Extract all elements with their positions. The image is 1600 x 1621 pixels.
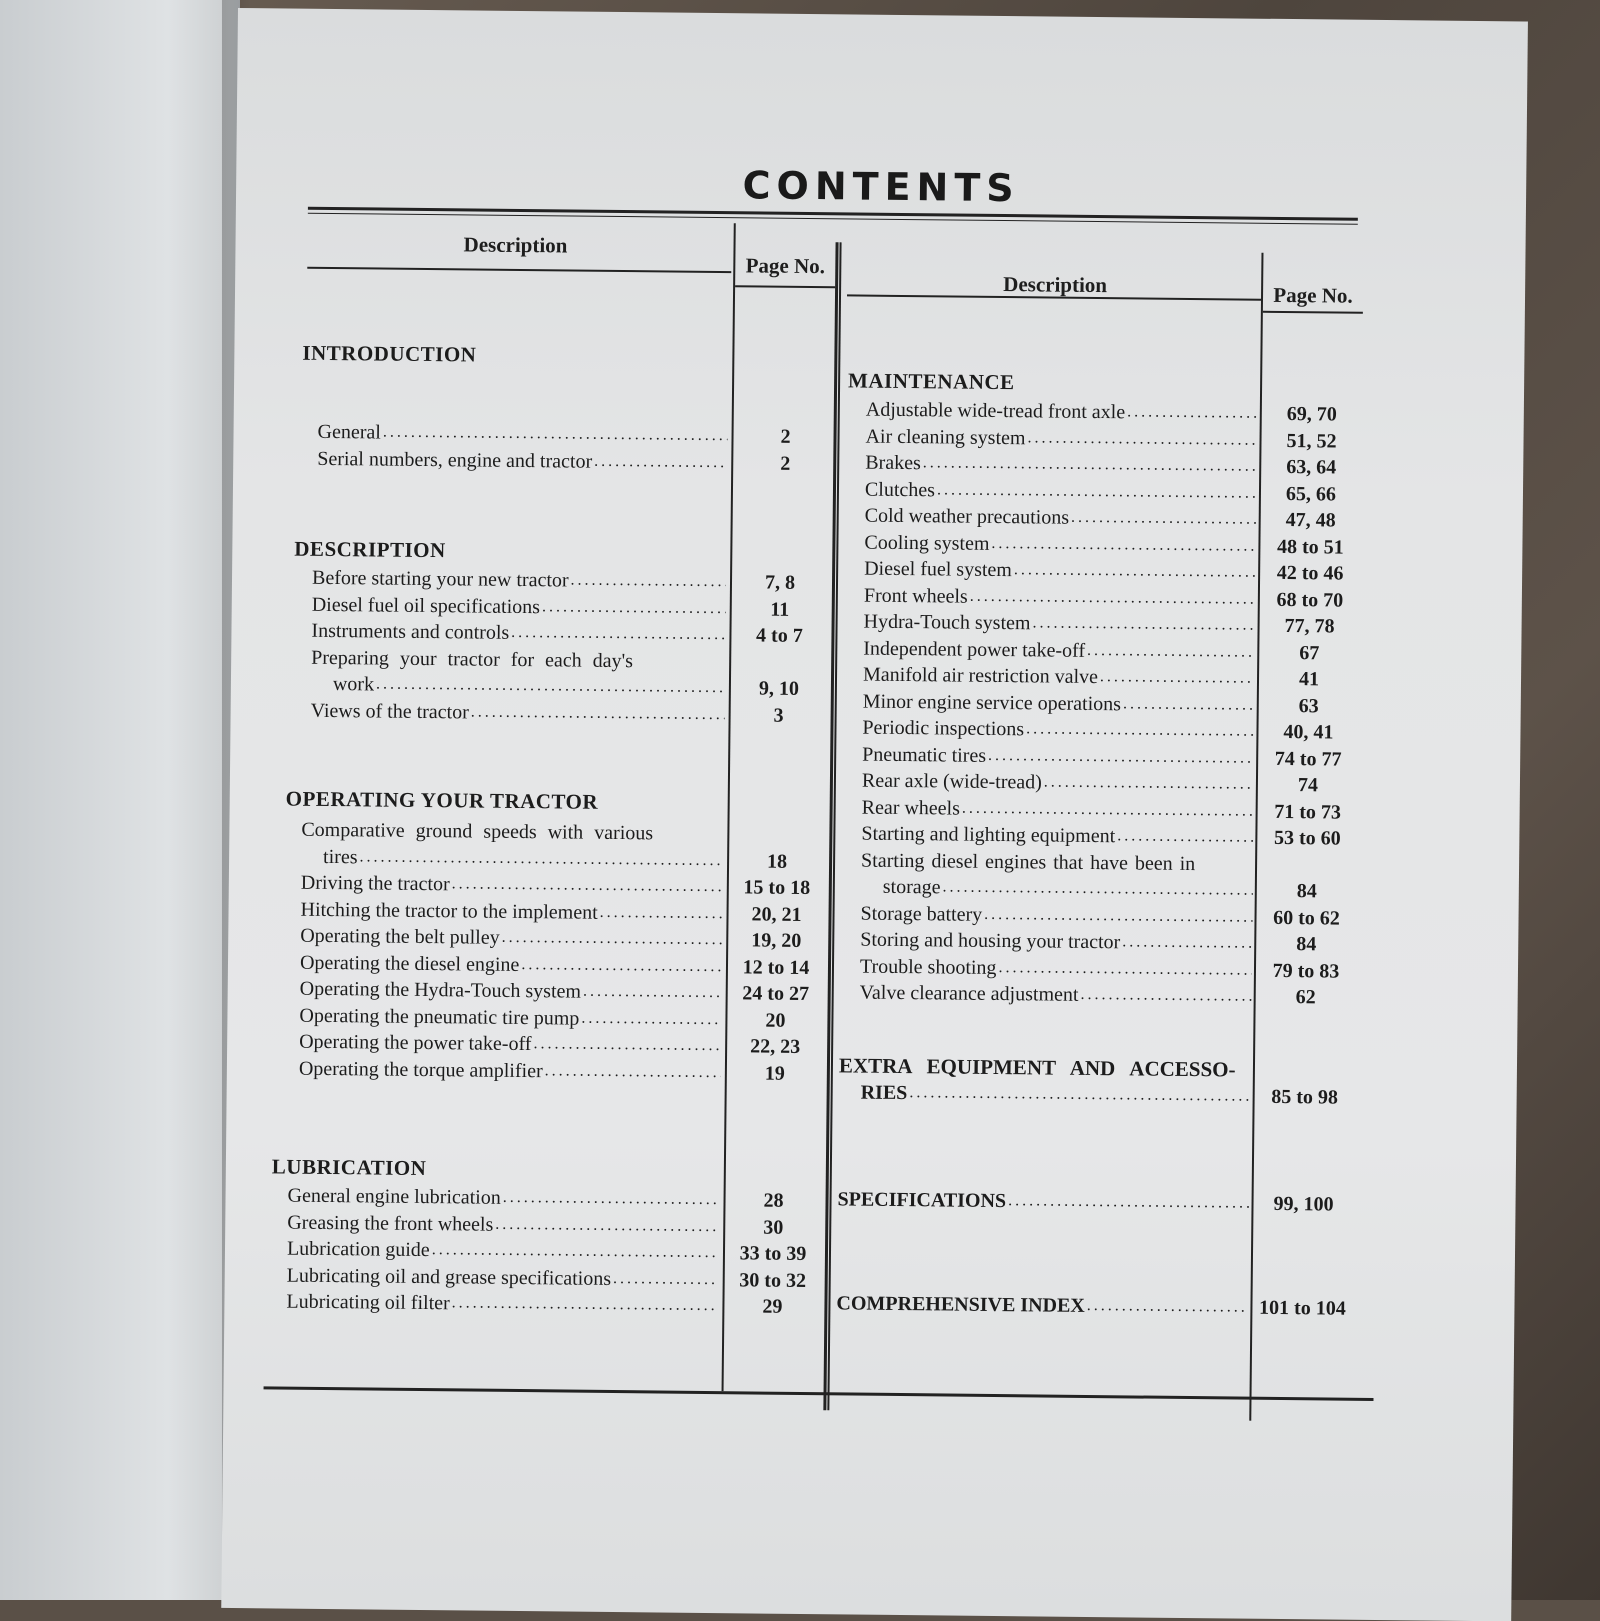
toc-entry-label: COMPREHENSIVE INDEX xyxy=(836,1292,1085,1317)
toc-entry-page: 2 xyxy=(780,425,791,448)
toc-entry-page: 101 to 104 xyxy=(1258,1296,1346,1320)
toc-entry-label: Hydra-Touch system xyxy=(863,610,1031,635)
toc-entry-page: 30 to 32 xyxy=(739,1268,807,1292)
toc-entry-label: Diesel fuel system xyxy=(864,557,1013,582)
toc-entry[interactable] xyxy=(860,927,1317,958)
toc-entry-page: 74 xyxy=(1297,774,1319,797)
toc-entry-label: Operating the power take-off xyxy=(299,1030,532,1056)
toc-entry-page: 7, 8 xyxy=(764,571,796,594)
toc-entry-label: Operating the belt pulley xyxy=(300,924,500,949)
toc-entry-label: Brakes xyxy=(865,451,921,475)
right-page-no-header-rule xyxy=(1263,311,1363,314)
toc-entry-label-line1: Starting diesel engines that have been in xyxy=(860,849,1196,875)
toc-entry-page: 2 xyxy=(780,452,791,475)
toc-entry-page: 63, 64 xyxy=(1286,456,1337,479)
toc-entry[interactable] xyxy=(861,821,1341,852)
toc-entry[interactable] xyxy=(311,618,803,649)
toc-list-lubrication xyxy=(286,1183,807,1320)
toc-entry-page: 42 to 46 xyxy=(1276,561,1344,585)
toc-entry-label: Adjustable wide-tread front axle xyxy=(865,398,1126,424)
toc-entry-label: Views of the tractor xyxy=(310,699,469,723)
toc-entry[interactable] xyxy=(862,688,1319,719)
toc-entry[interactable] xyxy=(865,450,1337,481)
toc-entry-label: Serial numbers, engine and tractor xyxy=(317,447,593,473)
toc-entry-label: General xyxy=(317,420,381,444)
toc-entry-page: 99, 100 xyxy=(1273,1192,1334,1216)
toc-entry-page: 9, 10 xyxy=(758,677,800,700)
toc-entry-page: 84 xyxy=(1296,880,1317,903)
toc-entry-page: 51, 52 xyxy=(1286,429,1337,453)
toc-entry-page: 15 to 18 xyxy=(743,876,811,900)
left-description-header: Description xyxy=(463,232,568,258)
toc-entry-label: Lubricating oil and grease specifications xyxy=(286,1264,612,1290)
toc-entry-page: 60 to 62 xyxy=(1273,906,1340,930)
toc-entry[interactable] xyxy=(298,1055,785,1086)
toc-entry[interactable] xyxy=(310,697,784,728)
toc-entry-page: 30 xyxy=(763,1216,784,1239)
section-heading-description: DESCRIPTION xyxy=(294,536,446,563)
toc-list-maintenance xyxy=(859,397,1344,1011)
toc-entry[interactable] xyxy=(861,794,1342,825)
toc-entry-label: Pneumatic tires xyxy=(862,743,987,767)
toc-entry[interactable] xyxy=(861,874,1317,905)
toc-list-index xyxy=(836,1290,1346,1321)
toc-entry-label: Starting and lighting equipment xyxy=(861,822,1116,848)
toc-entry-label: Rear wheels xyxy=(861,796,961,820)
toc-entry-page: 85 to 98 xyxy=(1271,1085,1339,1109)
toc-list-description xyxy=(310,565,803,728)
toc-entry[interactable] xyxy=(864,556,1344,587)
toc-entry[interactable] xyxy=(864,503,1336,534)
toc-entry[interactable] xyxy=(859,980,1316,1011)
toc-entry-label: SPECIFICATIONS xyxy=(837,1188,1007,1213)
toc-entry-label: Before starting your new tractor xyxy=(311,566,569,592)
toc-entry[interactable] xyxy=(863,582,1344,613)
toc-entry-page: 65, 66 xyxy=(1285,482,1337,506)
toc-entry[interactable] xyxy=(317,445,791,476)
toc-entry-label: Cooling system xyxy=(864,531,990,555)
toc-entry[interactable] xyxy=(860,900,1340,931)
toc-entry-page: 19 xyxy=(764,1062,785,1085)
toc-entry-page: 22, 23 xyxy=(750,1035,801,1058)
toc-entry-page: 3 xyxy=(773,704,784,727)
toc-entry[interactable] xyxy=(839,1079,1339,1110)
toc-entry-page: 40, 41 xyxy=(1283,720,1334,744)
toc-entry-label: Manifold air restriction valve xyxy=(862,663,1099,689)
section-heading-lubrication: LUBRICATION xyxy=(271,1154,427,1181)
toc-entry-page: 68 to 70 xyxy=(1276,588,1344,612)
toc-entry[interactable] xyxy=(864,476,1337,507)
toc-entry-label: Trouble shooting xyxy=(859,955,997,979)
right-description-header: Description xyxy=(1003,272,1108,298)
toc-entry-label-line1: Preparing your tractor for each day's xyxy=(311,646,634,672)
toc-entry-page: 62 xyxy=(1295,986,1316,1009)
toc-entry-label: Storage battery xyxy=(860,902,983,926)
toc-entry[interactable] xyxy=(862,715,1334,746)
toc-entry-label: Rear axle (wide-tread) xyxy=(861,769,1042,794)
toc-entry-page: 12 to 14 xyxy=(742,955,810,979)
toc-entry-page: 33 to 39 xyxy=(739,1242,807,1266)
toc-entry-label: Hitching the tractor to the implement xyxy=(300,898,598,924)
toc-entry-page: 47, 48 xyxy=(1285,508,1336,532)
toc-entry[interactable] xyxy=(864,529,1344,560)
toc-entry-label: Storing and housing your tractor xyxy=(860,928,1121,954)
toc-entry-page: 18 xyxy=(766,850,788,873)
toc-entry-page: 71 to 73 xyxy=(1274,800,1342,824)
contents-page xyxy=(221,8,1528,1621)
right-page-no-header: Page No. xyxy=(1273,282,1353,308)
section-heading-maintenance: MAINTENANCE xyxy=(848,368,1015,395)
toc-entry-page: 20 xyxy=(765,1009,786,1032)
toc-entry-label: Greasing the front wheels xyxy=(287,1211,494,1236)
toc-entry-label-line1: EXTRA EQUIPMENT AND ACCESSO- xyxy=(838,1053,1236,1082)
toc-entry-label: Front wheels xyxy=(863,584,968,608)
toc-entry-page: 19, 20 xyxy=(751,929,802,952)
toc-entry[interactable] xyxy=(837,1186,1334,1217)
toc-entry[interactable] xyxy=(865,397,1337,428)
toc-entry-label: Air cleaning system xyxy=(865,425,1026,449)
left-description-header-rule xyxy=(307,267,731,273)
toc-list-introduction xyxy=(317,419,791,476)
toc-entry-label: Cold weather precautions xyxy=(864,504,1070,529)
toc-entry-page: 53 to 60 xyxy=(1273,826,1341,850)
toc-entry-label: Driving the tractor xyxy=(300,871,450,896)
left-page-no-header-rule xyxy=(735,285,835,288)
toc-entry-page: 4 to 7 xyxy=(755,624,803,647)
toc-entry-label: Operating the Hydra-Touch system xyxy=(299,977,582,1003)
toc-entry-label: Diesel fuel oil specifications xyxy=(311,593,541,618)
toc-entry-page: 84 xyxy=(1296,933,1317,956)
toc-entry[interactable] xyxy=(862,741,1342,772)
toc-entry-label: Minor engine service operations xyxy=(862,690,1122,715)
toc-entry-label: Independent power take-off xyxy=(863,637,1086,662)
toc-entry-page: 29 xyxy=(762,1295,783,1318)
toc-entry-label: Operating the diesel engine xyxy=(299,951,520,976)
toc-entry-label: tires xyxy=(323,845,358,868)
toc-entry-label: Clutches xyxy=(864,478,936,501)
toc-entry[interactable] xyxy=(859,953,1340,984)
toc-entry[interactable] xyxy=(861,768,1319,799)
toc-entry-page: 69, 70 xyxy=(1286,403,1337,426)
toc-entry-label: Periodic inspections xyxy=(862,716,1025,741)
toc-entry-label-line1: Comparative ground speeds with various xyxy=(301,818,654,845)
section-heading-introduction: INTRODUCTION xyxy=(302,340,477,367)
toc-entry-label: RIES xyxy=(860,1081,908,1104)
toc-entry[interactable] xyxy=(286,1289,783,1320)
bottom-rule xyxy=(264,1386,1374,1401)
toc-entry[interactable] xyxy=(865,423,1337,454)
toc-entry-label: Valve clearance adjustment xyxy=(859,981,1079,1006)
toc-entry[interactable] xyxy=(863,609,1335,640)
toc-entry-page: 77, 78 xyxy=(1284,614,1335,638)
toc-entry-label: work xyxy=(332,673,375,696)
left-page-no-header: Page No. xyxy=(745,253,826,279)
toc-entry[interactable] xyxy=(863,635,1320,666)
toc-list-extra-equipment xyxy=(838,1052,1339,1109)
toc-entry-label: Lubrication guide xyxy=(286,1237,430,1262)
toc-entry-label: storage xyxy=(882,875,941,899)
toc-entry-page: 20, 21 xyxy=(751,902,802,926)
toc-entry-label: Operating the torque amplifier xyxy=(298,1057,543,1082)
toc-list-operating xyxy=(298,817,811,1086)
toc-entry-page: 28 xyxy=(763,1189,784,1212)
toc-entry[interactable] xyxy=(836,1290,1346,1321)
toc-entry-label: Instruments and controls xyxy=(311,619,510,644)
toc-entry-page: 63 xyxy=(1298,694,1319,717)
left-page xyxy=(0,0,240,1600)
toc-entry-page: 67 xyxy=(1299,641,1320,664)
toc-entry-page: 48 to 51 xyxy=(1276,535,1344,559)
toc-entry-page: 11 xyxy=(770,598,790,621)
toc-entry-page: 74 to 77 xyxy=(1274,747,1342,771)
section-heading-operating: OPERATING YOUR TRACTOR xyxy=(285,786,599,814)
toc-entry-label: Lubricating oil filter xyxy=(286,1290,450,1315)
toc-entry-page: 24 to 27 xyxy=(742,982,810,1006)
toc-entry-label: General engine lubrication xyxy=(287,1184,501,1209)
toc-entry-page: 41 xyxy=(1298,668,1320,691)
toc-list-specifications xyxy=(837,1186,1334,1217)
toc-entry[interactable] xyxy=(862,662,1320,693)
page-title: CONTENTS xyxy=(742,163,1020,211)
toc-entry-label: Operating the pneumatic tire pump xyxy=(299,1004,580,1030)
toc-entry-page: 79 to 83 xyxy=(1272,959,1340,983)
